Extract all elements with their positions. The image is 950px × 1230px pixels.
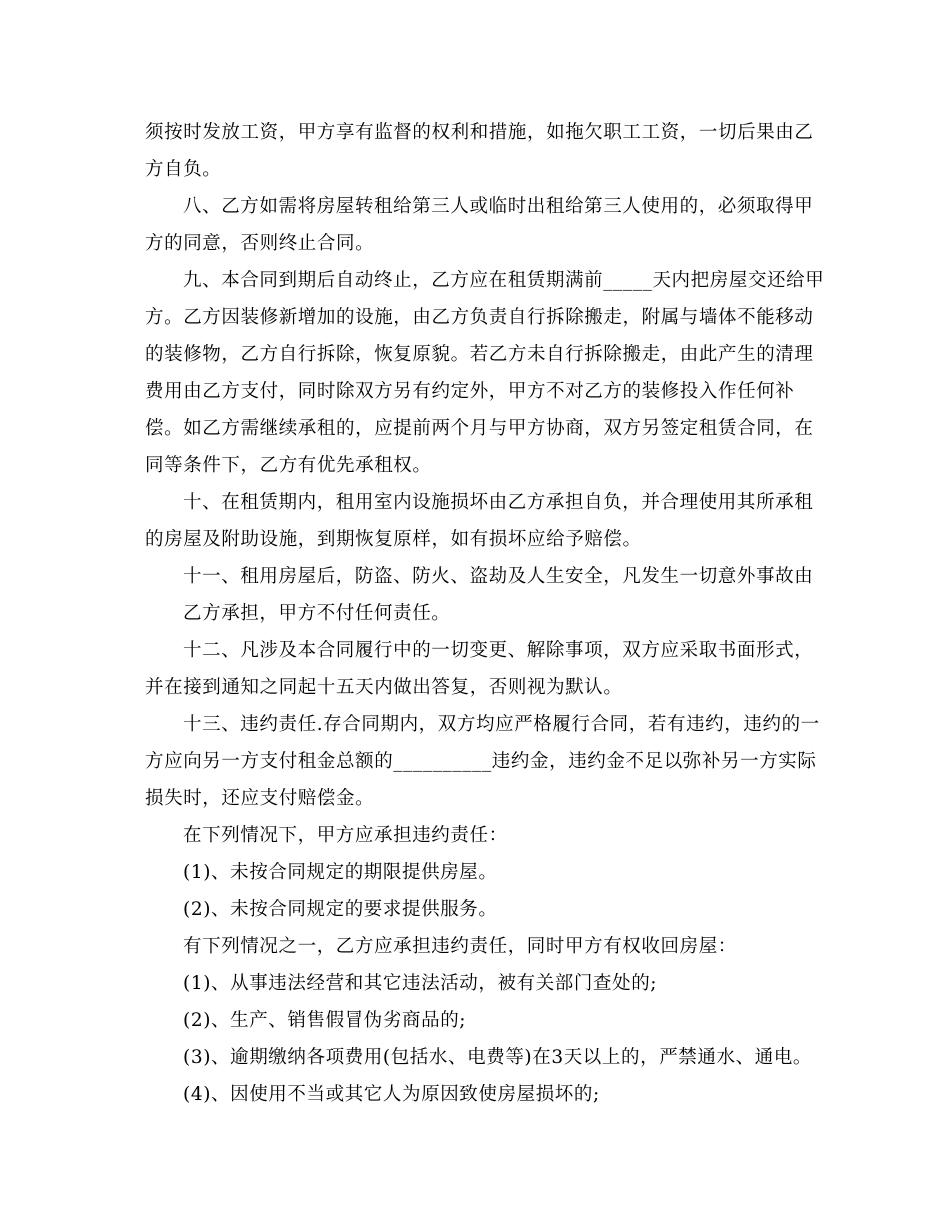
text-line: (4)、因使用不当或其它人为原因致使房屋损坏的;	[183, 1084, 600, 1105]
text-line: 并在接到通知之同起十五天内做出答复，否则视为默认。	[145, 677, 623, 698]
text-line: (3)、逾期缴纳各项费用(包括水、电费等)在3天以上的，严禁通水、通电。	[183, 1047, 813, 1068]
text-line: (2)、生产、销售假冒伪劣商品的;	[183, 1010, 467, 1031]
text-line: 有下列情况之一，乙方应承担违约责任，同时甲方有权收回房屋：	[183, 936, 737, 957]
text-line: 在下列情况下，甲方应承担违约责任：	[183, 825, 508, 846]
text-line: (2)、未按合同规定的要求提供服务。	[183, 899, 498, 920]
text-line: 十一、租用房屋后，防盗、防火、盗劫及人生安全，凡发生一切意外事故由	[183, 566, 814, 587]
text-line: 十二、凡涉及本合同履行中的一切变更、解除事项，双方应采取书面形式，	[183, 640, 814, 661]
text-line: 费用由乙方支付，同时除双方另有约定外，甲方不对乙方的装修投入作任何补	[145, 381, 795, 402]
text-line: (1)、未按合同规定的期限提供房屋。	[183, 862, 498, 883]
text-line: 同等条件下，乙方有优先承租权。	[145, 455, 432, 476]
text-line: (1)、从事违法经营和其它违法活动，被有关部门查处的;	[183, 973, 658, 994]
text-line: 须按时发放工资，甲方享有监督的权利和措施，如拖欠职工工资，一切后果由乙	[145, 122, 814, 143]
text-line: 九、本合同到期后自动终止，乙方应在租赁期满前_____天内把房屋交还给甲	[183, 270, 825, 291]
text-line: 损失时，还应支付赔偿金。	[145, 788, 375, 809]
text-line: 方自负。	[145, 159, 222, 180]
text-line: 十、在租赁期内，租用室内设施损坏由乙方承担自负，并合理使用其所承租	[183, 492, 814, 513]
text-line: 八、乙方如需将房屋转租给第三人或临时出租给第三人使用的，必须取得甲	[183, 196, 814, 217]
text-line: 的房屋及附助设施，到期恢复原样，如有损坏应给予赔偿。	[145, 529, 642, 550]
text-line: 十三、违约责任.存合同期内，双方均应严格履行合同，若有违约，违约的一	[183, 714, 820, 735]
text-line: 方应向另一方支付租金总额的__________违约金，违约金不足以弥补另一方实际	[145, 751, 817, 772]
text-line: 方的同意，否则终止合同。	[145, 233, 375, 254]
text-line: 乙方承担，甲方不付任何责任。	[183, 603, 451, 624]
text-line: 方。乙方因装修新增加的设施，由乙方负责自行拆除搬走，附属与墙体不能移动	[145, 307, 814, 328]
text-line: 的装修物，乙方自行拆除，恢复原貌。若乙方未自行拆除搬走，由此产生的清理	[145, 344, 814, 365]
text-line: 偿。如乙方需继续承租的，应提前两个月与甲方协商，双方另签定租赁合同，在	[145, 418, 814, 439]
